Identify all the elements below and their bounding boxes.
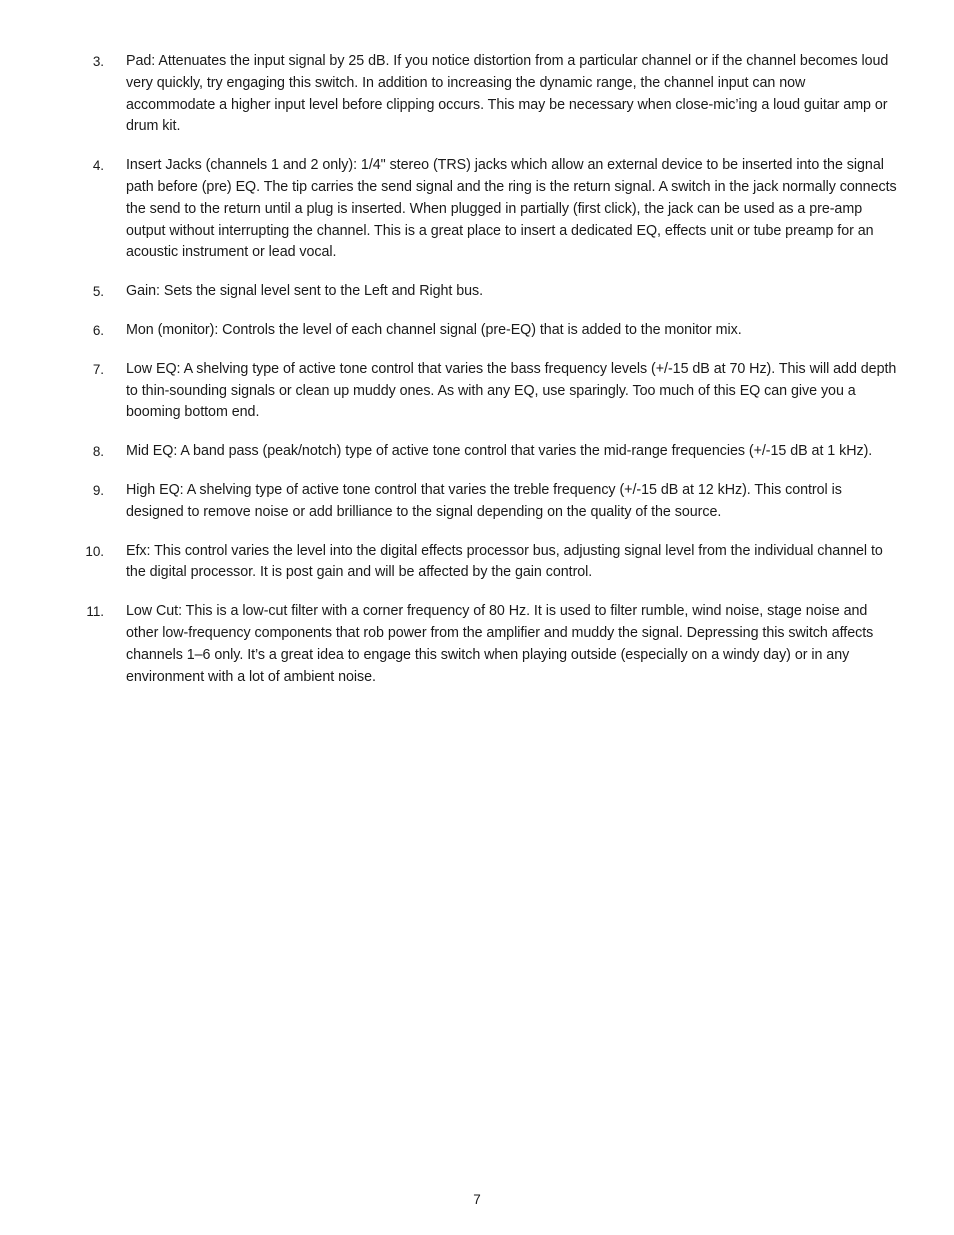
item-number: 6. — [92, 322, 104, 338]
item-description: Mid EQ: A band pass (peak/notch) type of active tone control that varies the mid-range frequencies (+/-15 dB at 1 kHz). — [126, 443, 873, 460]
item-description: Pad: Attenuates the input signal by 25 dB. If you notice distortion from a particular channel or if the channel becomes loud very quickly, try engaging this switch. In addition to increasing the dynamic range, the channel input can now accommodate a higher input level before clipping occurs. This may be necessary when close-mic’ing a loud guitar amp or drum kit. — [126, 53, 889, 135]
item-number: 9. — [92, 482, 104, 498]
list-item-low-eq — [82, 359, 897, 424]
page-number: 7 — [473, 1192, 481, 1207]
item-description: Low Cut: This is a low-cut filter with a corner frequency of 80 Hz. It is used to filter rumble, wind noise, stage noise and other low-frequency components that rob power from the amplifier and muddy the signal. Depressing this switch affects channels 1–6 only. It’s a great idea to engage this switch when playing outside (especially on a windy day) or in any environment with a lot of ambient noise. — [126, 603, 874, 685]
list-item-pad — [82, 51, 897, 138]
item-number: 8. — [92, 444, 104, 460]
item-description: Gain: Sets the signal level sent to the Left and Right bus. — [126, 283, 484, 300]
item-number: 3. — [92, 54, 104, 69]
item-number: 11. — [86, 604, 104, 620]
item-description: Low EQ: A shelving type of active tone control that varies the bass frequency levels (+/-15 dB at 70 Hz). This will add depth to thin-sounding signals or clean up muddy ones. As with any EQ, use sparingly. Too much of this EQ can give you a booming bottom end. — [126, 360, 897, 421]
list-item-mid-eq — [82, 441, 897, 463]
item-description: High EQ: A shelving type of active tone control that varies the treble frequency (+/-15 dB at 12 kHz). This control is designed to remove noise or add brilliance to the signal depending on the quality of the source. — [126, 481, 842, 520]
item-description: Efx: This control varies the level into the digital effects processor bus, adjusting signal level from the individual channel to the digital processor. It is post gain and will be affected by the gain control. — [126, 542, 883, 581]
list-item-gain — [82, 281, 897, 303]
item-number: 5. — [92, 284, 104, 300]
item-number: 10. — [85, 543, 104, 559]
numbered-feature-list — [82, 51, 897, 705]
list-item-efx — [82, 541, 897, 585]
list-item-low-cut — [82, 601, 897, 688]
item-description: Mon (monitor): Controls the level of each channel signal (pre-EQ) that is added to the monitor mix. — [126, 321, 742, 338]
item-number: 7. — [92, 361, 104, 377]
list-item-monitor — [82, 320, 897, 342]
list-item-high-eq — [82, 480, 897, 524]
item-number: 4. — [92, 158, 104, 174]
item-description: Insert Jacks (channels 1 and 2 only): 1/4" stereo (TRS) jacks which allow an external device to be inserted into the signal path before (pre) EQ. The tip carries the send signal and the ring is the return signal. A switch in the jack normally connects the send to the return until a plug is inserted. When plugged in partially (first click), the jack can be used as a pre-amp output without interrupting the channel. This is a great place to insert a dedicated EQ, effects unit or tube preamp for an acoustic instrument or lead vocal. — [126, 157, 897, 261]
list-item-insert-jacks — [82, 155, 897, 264]
